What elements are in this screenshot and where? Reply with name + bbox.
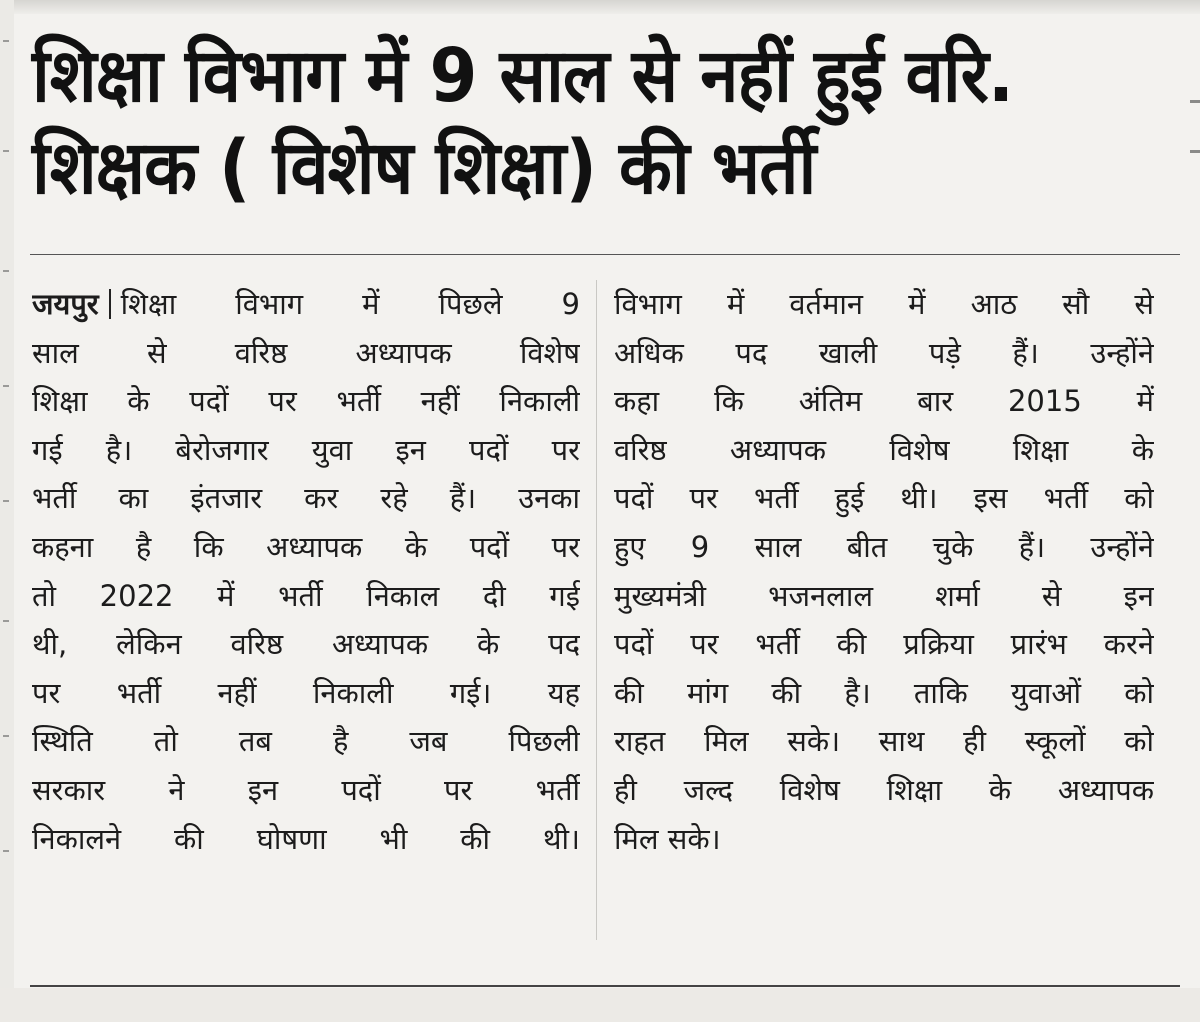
column-line: पर भर्ती नहीं निकाली गई। यह (32, 675, 580, 710)
margin-mark (3, 385, 9, 387)
column-line: ही जल्द विशेष शिक्षा के अध्यापक (614, 772, 1154, 807)
dateline-separator (109, 289, 111, 319)
margin-mark (3, 850, 9, 852)
article-column-right (614, 280, 1154, 863)
column-line: पदों पर भर्ती हुई थी। इस भर्ती को (614, 481, 1154, 516)
left-margin (0, 0, 14, 1022)
column-line: शिक्षा के पदों पर भर्ती नहीं निकाली (32, 384, 580, 419)
column-line: गई है। बेरोजगार युवा इन पदों पर (32, 432, 580, 467)
margin-mark (3, 620, 9, 622)
article-column-left (32, 280, 580, 863)
column-line: मिल सके। (614, 821, 721, 856)
column-line: कहा कि अंतिम बार 2015 में (614, 384, 1154, 419)
column-line: मुख्यमंत्री भजनलाल शर्मा से इन (614, 578, 1154, 613)
column-line (32, 280, 580, 329)
bottom-margin (0, 988, 1200, 1022)
column-divider (596, 280, 597, 940)
column-line: अधिक पद खाली पड़े हैं। उन्होंने (614, 335, 1154, 370)
headline (32, 30, 1192, 214)
top-edge (0, 0, 1200, 14)
column-line: विभाग में वर्तमान में आठ सौ से (614, 287, 1154, 321)
dateline: जयपुर (32, 287, 99, 321)
headline-line-1: शिक्षा विभाग में 9 साल से नहीं हुई वरि. (32, 33, 1014, 119)
column-line: की मांग की है। ताकि युवाओं को (614, 675, 1154, 710)
column-line: स्थिति तो तब है जब पिछली (32, 724, 580, 759)
bottom-rule (30, 985, 1180, 987)
headline-line-2: शिक्षक ( विशेष शिक्षा) की भर्ती (32, 125, 816, 211)
margin-mark (3, 270, 9, 272)
margin-mark (3, 735, 9, 737)
column-line: राहत मिल सके। साथ ही स्कूलों को (614, 724, 1154, 759)
column-line: थी, लेकिन वरिष्ठ अध्यापक के पद (32, 627, 580, 662)
headline-rule (30, 254, 1180, 255)
column-line: कहना है कि अध्यापक के पदों पर (32, 529, 580, 564)
column-line-text: शिक्षा विभाग में पिछले 9 (120, 287, 580, 321)
column-line: साल से वरिष्ठ अध्यापक विशेष (32, 335, 580, 370)
margin-mark (3, 500, 9, 502)
margin-mark (3, 40, 9, 42)
margin-mark (3, 150, 9, 152)
column-line: निकालने की घोषणा भी की थी। (32, 821, 580, 856)
column-line: सरकार ने इन पदों पर भर्ती (32, 772, 580, 807)
column-line: तो 2022 में भर्ती निकाल दी गई (32, 578, 580, 613)
column-line: वरिष्ठ अध्यापक विशेष शिक्षा के (614, 432, 1154, 467)
column-line: पदों पर भर्ती की प्रक्रिया प्रारंभ करने (614, 627, 1154, 662)
column-line: हुए 9 साल बीत चुके हैं। उन्होंने (614, 529, 1154, 564)
column-line: भर्ती का इंतजार कर रहे हैं। उनका (32, 481, 580, 516)
